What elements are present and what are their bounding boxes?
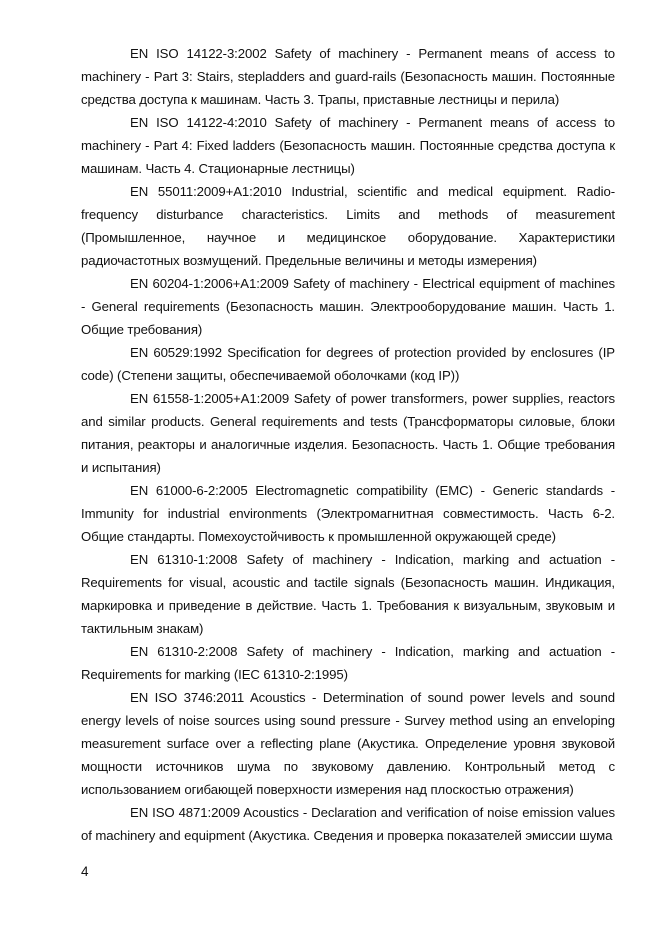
- standard-en-55011: EN 55011:2009+A1:2010 Industrial, scientific and medical equipment. Radio-frequency disturbance characteristics. Limits and methods of measurement (Промышленное, научное и медицинское оборудование. Характеристики радиочастотных возмущений. Предельные величины и методы измерения): [81, 184, 615, 268]
- standard-en-61558-1: EN 61558-1:2005+A1:2009 Safety of power transformers, power supplies, reactors and similar products. General requirements and tests (Трансформаторы силовые, блоки питания, реакторы и аналогичные изделия. Безопасность. Часть 1. Общие требования и испытания): [81, 391, 615, 475]
- standard-en-iso-14122-4: EN ISO 14122-4:2010 Safety of machinery - Permanent means of access to machinery - Part 4: Fixed ladders (Безопасность машин. Постоянные средства доступа к машинам. Часть 4. Стационарные лестницы): [81, 115, 615, 176]
- standard-en-60529: EN 60529:1992 Specification for degrees of protection provided by enclosures (IP code) (Степени защиты, обеспечиваемой оболочками (код IP)): [81, 345, 615, 383]
- standard-en-iso-14122-3: EN ISO 14122-3:2002 Safety of machinery - Permanent means of access to machinery - Part 3: Stairs, stepladders and guard-rails (Безопасность машин. Постоянные средства доступа к машинам. Часть 3. Трапы, приставные лестницы и перила): [81, 46, 615, 107]
- standards-list: [81, 42, 615, 847]
- standard-en-61310-2: EN 61310-2:2008 Safety of machinery - Indication, marking and actuation - Requirements for marking (IEC 61310-2:1995): [81, 644, 615, 682]
- standard-en-61000-6-2: EN 61000-6-2:2005 Electromagnetic compatibility (EMC) - Generic standards - Immunity for industrial environments (Электромагнитная совместимость. Часть 6-2. Общие стандарты. Помехоустойчивость к промышленной окружающей среде): [81, 483, 615, 544]
- standard-en-61310-1: EN 61310-1:2008 Safety of machinery - Indication, marking and actuation - Requirements for visual, acoustic and tactile signals (Безопасность машин. Индикация, маркировка и приведение в действие. Часть 1. Требования к визуальным, звуковым и тактильным знакам): [81, 552, 615, 636]
- standard-en-60204-1: EN 60204-1:2006+A1:2009 Safety of machinery - Electrical equipment of machines - General requirements (Безопасность машин. Электрооборудование машин. Часть 1. Общие требования): [81, 276, 615, 337]
- standard-en-iso-4871: EN ISO 4871:2009 Acoustics - Declaration and verification of noise emission values of machinery and equipment (Акустика. Сведения и проверка показателей эмиссии шума: [81, 805, 615, 843]
- standard-en-iso-3746: EN ISO 3746:2011 Acoustics - Determination of sound power levels and sound energy levels of noise sources using sound pressure - Survey method using an enveloping measurement surface over a reflecting plane (Акустика. Определение уровня звуковой мощности источников шума по звуковому давлению. Контрольный метод с использованием огибающей поверхности измерения над плоскостью отражения): [81, 690, 615, 797]
- page-number: 4: [81, 864, 89, 879]
